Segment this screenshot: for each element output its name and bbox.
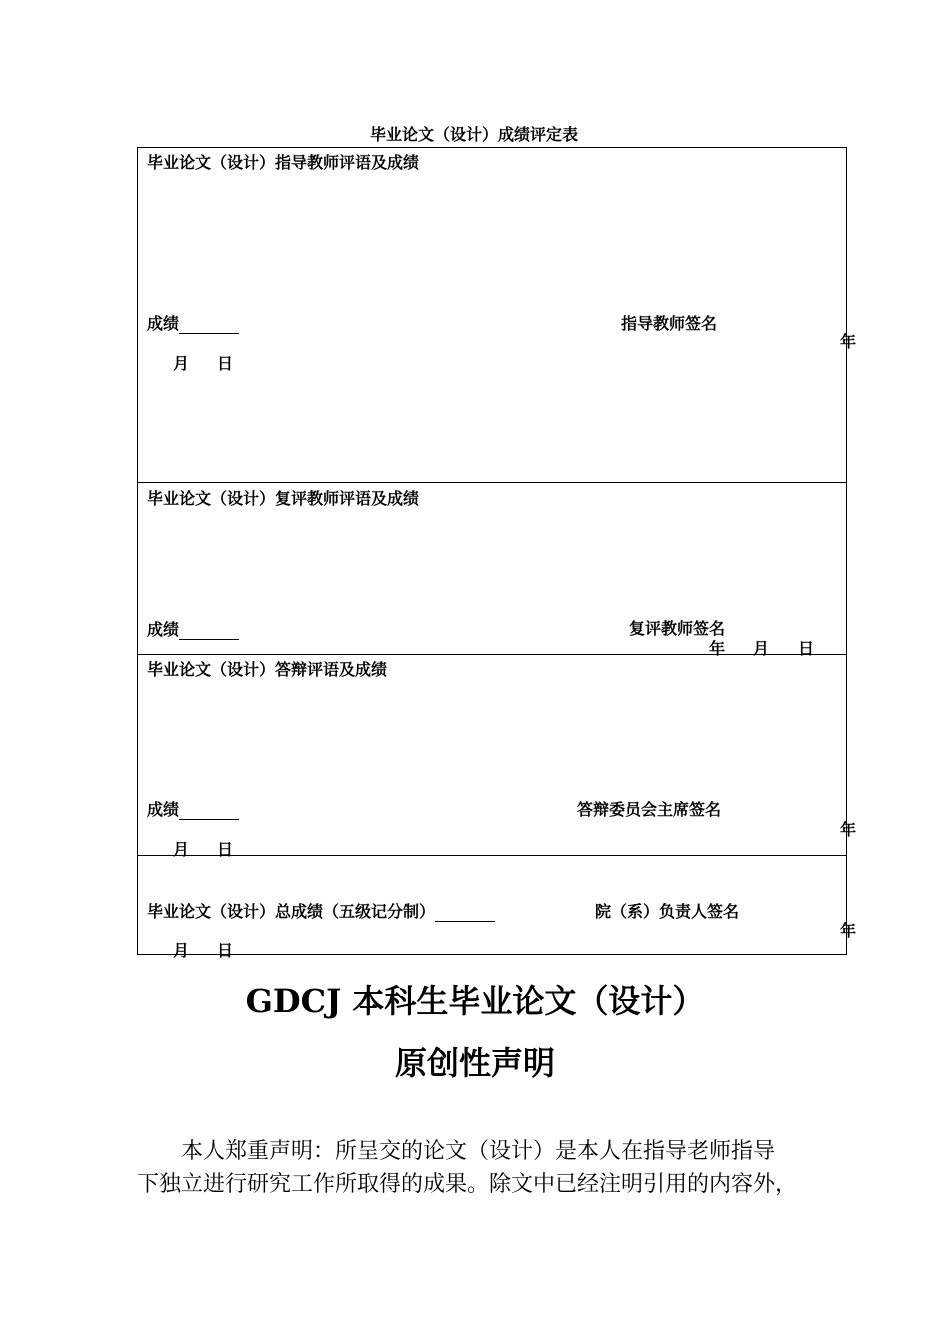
advisor-score-blank[interactable]: [179, 314, 239, 334]
reviewer-score-field[interactable]: [147, 617, 239, 640]
defense-signature-label: 答辩委员会主席签名: [577, 800, 722, 819]
total-month: 月: [173, 941, 190, 960]
total-year: 年: [840, 921, 857, 940]
row-divider: [137, 855, 847, 856]
defense-month: 月: [173, 840, 190, 859]
reviewer-section-heading: 毕业论文（设计）复评教师评语及成绩: [147, 489, 420, 508]
defense-score-label: 成绩: [147, 800, 180, 819]
total-day: 日: [217, 941, 234, 960]
advisor-year: 年: [840, 332, 857, 351]
reviewer-day: 日: [798, 639, 815, 658]
total-score-field[interactable]: [147, 899, 495, 922]
reviewer-score-label: 成绩: [147, 620, 180, 639]
reviewer-score-blank[interactable]: [179, 620, 239, 640]
total-signature-label: 院（系）负责人签名: [595, 902, 740, 921]
reviewer-month: 月: [753, 639, 770, 658]
defense-day: 日: [217, 840, 234, 859]
declaration-paragraph-line-1: 本人郑重声明：所呈交的论文（设计）是本人在指导老师指导: [181, 1139, 776, 1164]
defense-score-field[interactable]: [147, 797, 239, 820]
row-divider: [137, 654, 847, 655]
advisor-section-heading: 毕业论文（设计）指导教师评语及成绩: [147, 153, 420, 172]
evaluation-table: [137, 147, 847, 955]
advisor-signature-label: 指导教师签名: [621, 314, 718, 333]
advisor-score-label: 成绩: [147, 314, 180, 333]
total-score-label: 毕业论文（设计）总成绩（五级记分制）: [147, 902, 436, 921]
form-title: 毕业论文（设计）成绩评定表: [370, 125, 579, 144]
reviewer-year: 年: [709, 639, 726, 658]
defense-year: 年: [840, 820, 857, 839]
advisor-score-field[interactable]: [147, 311, 239, 334]
defense-section-heading: 毕业论文（设计）答辩评语及成绩: [147, 660, 388, 679]
advisor-month: 月: [173, 354, 190, 373]
defense-score-blank[interactable]: [179, 800, 239, 820]
total-score-blank[interactable]: [435, 902, 495, 922]
declaration-paragraph-line-2: 下独立进行研究工作所取得的成果。除文中已经注明引用的内容外，: [137, 1172, 798, 1197]
declaration-title: GDCJ 本科生毕业论文（设计）: [245, 982, 705, 1020]
reviewer-signature-label: 复评教师签名: [629, 619, 726, 638]
advisor-day: 日: [217, 354, 234, 373]
declaration-subtitle: 原创性声明: [394, 1044, 555, 1082]
row-divider: [137, 482, 847, 483]
